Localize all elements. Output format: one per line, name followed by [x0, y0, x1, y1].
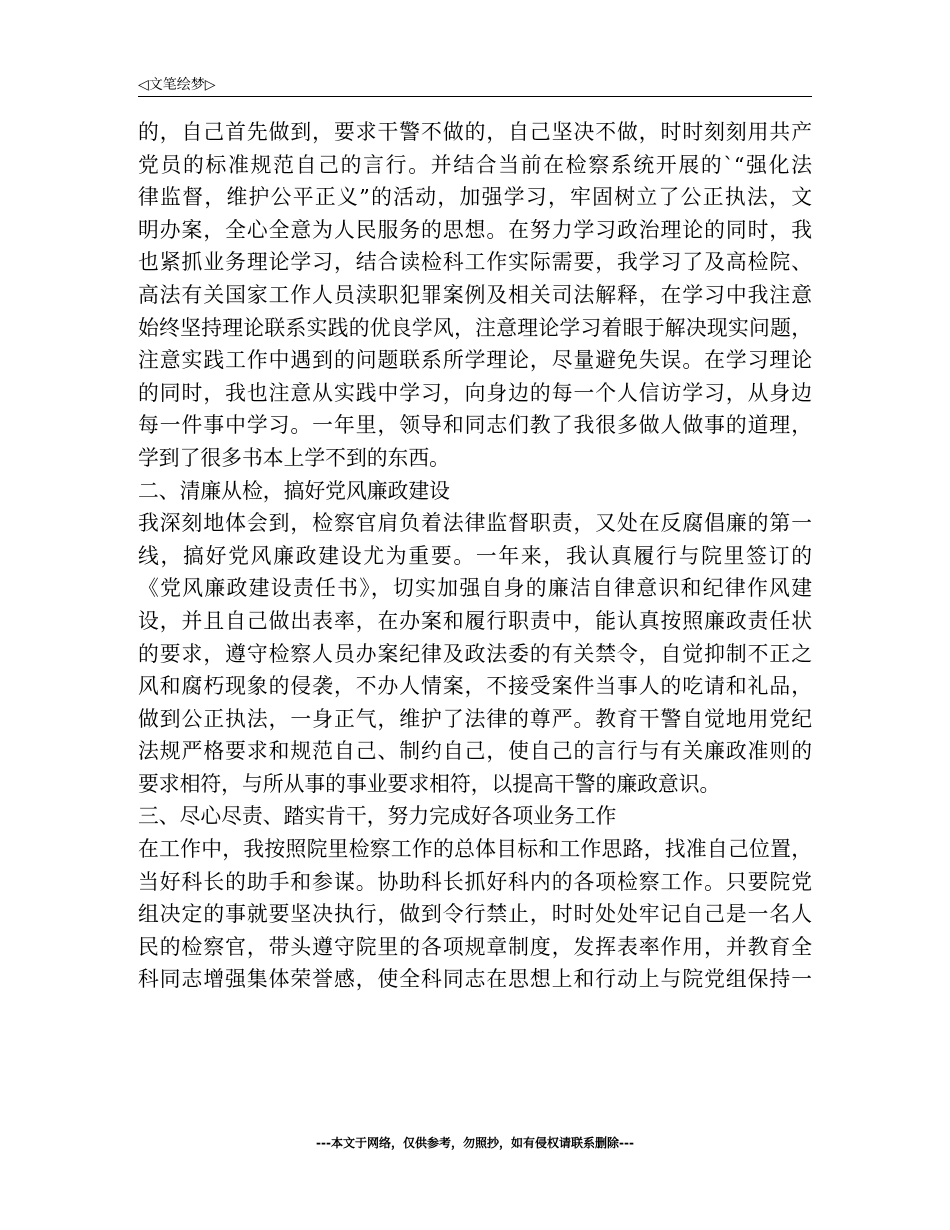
body-line: 风和腐朽现象的侵袭，不办人情案，不接受案件当事人的吃请和礼品，: [138, 674, 812, 699]
body-line: 我深刻地体会到，检察官肩负着法律监督职责，又处在反腐倡廉的第一: [138, 511, 812, 536]
document-body: [138, 116, 812, 996]
body-line: 线，搞好党风廉政建设尤为重要。一年来，我认真履行与院里签订的: [138, 543, 812, 568]
body-line: 做到公正执法，一身正气，维护了法律的尊严。教育干警自觉地用党纪: [138, 706, 812, 731]
section-heading: 三、尽心尽责、踏实肯干，努力完成好各项业务工作: [138, 804, 617, 829]
page-header: [138, 72, 812, 97]
body-line: 律监督，维护公平正义”的活动，加强学习，牢固树立了公正执法，文: [138, 185, 812, 210]
body-line: 的，自己首先做到，要求干警不做的，自己坚决不做，时时刻刻用共产: [138, 120, 812, 144]
body-line: 设，并且自己做出表率，在办案和履行职责中，能认真按照廉政责任状: [138, 608, 812, 633]
body-line: 学到了很多书本上学不到的东西。: [138, 445, 450, 470]
body-line: 高法有关国家工作人员渎职犯罪案例及相关司法解释，在学习中我注意: [138, 282, 812, 307]
body-line: 的要求，遵守检察人员办案纪律及政法委的有关禁令，自觉抑制不正之: [138, 641, 812, 666]
body-line: 科同志增强集体荣誉感，使全科同志在思想上和行动上与院党组保持一: [138, 967, 812, 992]
header-brand: ◁文笔绘梦▷: [138, 77, 216, 93]
body-line: 组决定的事就要坚决执行，做到令行禁止，时时处处牢记自己是一名人: [138, 902, 812, 927]
body-line: 《党风廉政建设责任书》，切实加强自身的廉洁自律意识和纪律作风建: [138, 576, 812, 601]
body-line: 党员的标准规范自己的言行。并结合当前在检察系统开展的`“强化法: [138, 152, 812, 177]
body-line: 明办案，全心全意为人民服务的思想。在努力学习政治理论的同时，我: [138, 217, 812, 242]
footer-disclaimer: ---本文于网络，仅供参考，勿照抄，如有侵权请联系删除---: [316, 1136, 634, 1150]
body-line: 也紧抓业务理论学习，结合读检科工作实际需要，我学习了及高检院、: [138, 250, 812, 275]
body-line: 当好科长的助手和参谋。协助科长抓好科内的各项检察工作。只要院党: [138, 869, 812, 894]
body-line: 的同时，我也注意从实践中学习，向身边的每一个人信访学习，从身边: [138, 380, 812, 405]
body-line: 每一件事中学习。一年里，领导和同志们教了我很多做人做事的道理，: [138, 413, 812, 438]
body-line: 在工作中，我按照院里检察工作的总体目标和工作思路，找准自己位置，: [138, 837, 812, 862]
body-line: 法规严格要求和规范自己、制约自己，使自己的言行与有关廉政准则的: [138, 739, 812, 764]
body-line: 民的检察官，带头遵守院里的各项规章制度，发挥表率作用，并教育全: [138, 934, 812, 959]
section-heading: 二、清廉从检，搞好党风廉政建设: [138, 478, 450, 503]
body-line: 注意实践工作中遇到的问题联系所学理论，尽量避免失误。在学习理论: [138, 348, 812, 373]
body-line: 始终坚持理论联系实践的优良学风，注意理论学习着眼于解决现实问题，: [138, 315, 812, 340]
body-line: 要求相符，与所从事的事业要求相符，以提高干警的廉政意识。: [138, 771, 721, 796]
